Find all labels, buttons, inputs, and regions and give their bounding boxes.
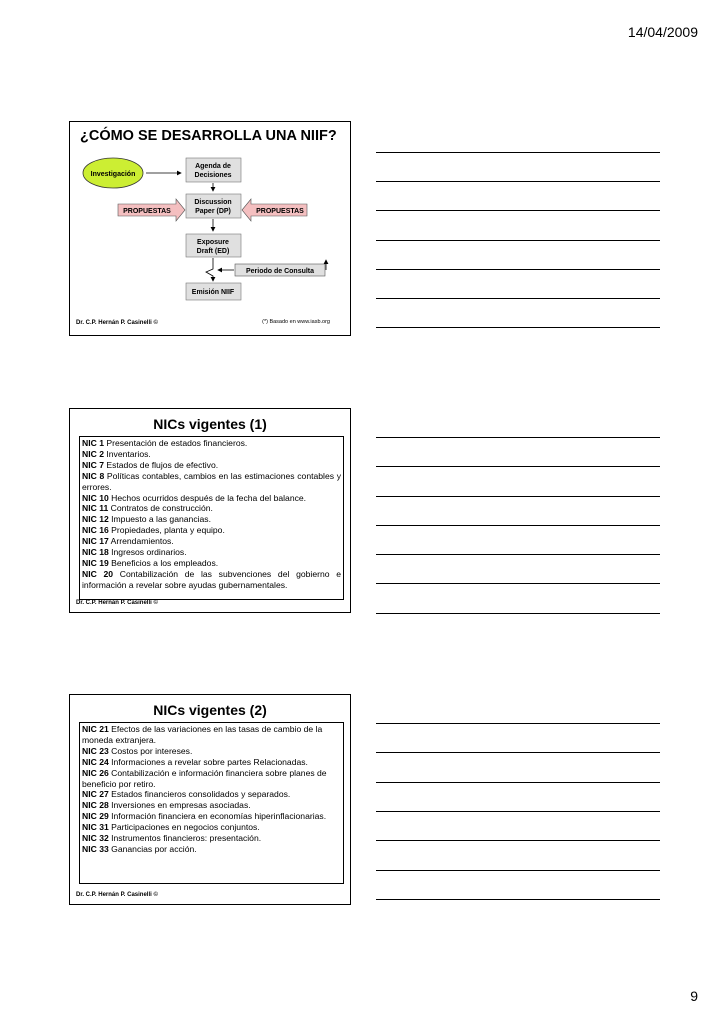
page-number: 9 (690, 988, 698, 1004)
list-item: NIC 27 Estados financieros consolidados y separados. (82, 789, 291, 800)
note-line (376, 466, 660, 467)
list-item: NIC 20 Contabilización de las subvenciones del gobierno e información a revelar sobre ayudas gubernamentales. (82, 568, 342, 590)
slide-3-title: NICs vigentes (2) (153, 702, 267, 718)
agenda-label-2: Decisiones (194, 172, 232, 179)
investigacion-label: Investigación (90, 171, 136, 178)
list-item: NIC 8 Políticas contables, cambios en las estimaciones contables y errores. (82, 470, 342, 492)
note-line (376, 210, 660, 211)
list-item: NIC 1 Presentación de estados financieros. (82, 438, 248, 448)
slide-3-author: Dr. C.P. Hernán P. Casinelli © (76, 892, 158, 898)
list-item: NIC 7 Estados de flujos de efectivo. (82, 459, 219, 470)
note-line (376, 723, 660, 724)
list-item: NIC 23 Costos por intereses. (82, 745, 193, 756)
list-item: NIC 21 Efectos de las variaciones en las tasas de cambio de la moneda extranjera. (82, 724, 323, 745)
list-item: NIC 2 Inventarios. (82, 448, 151, 459)
note-line (376, 870, 660, 871)
note-line (376, 327, 660, 328)
note-line (376, 437, 660, 438)
list-item: NIC 24 Informaciones a revelar sobre partes Relacionadas. (82, 756, 308, 767)
slide-3-list (79, 722, 344, 884)
list-item: NIC 29 Información financiera en economías hiperinflacionarias. (82, 811, 327, 822)
slide-2-title: NICs vigentes (1) (153, 416, 267, 432)
list-item: NIC 10 Hechos ocurridos después de la fecha del balance. (82, 492, 307, 503)
slide-1 (69, 121, 351, 336)
note-line (376, 240, 660, 241)
agenda-label-1: Agenda de (195, 163, 231, 170)
arrow-exposure-emision (206, 258, 213, 281)
exposure-label-1: Exposure (197, 239, 229, 246)
note-line (376, 496, 660, 497)
exposure-label-2: Draft (ED) (196, 248, 230, 255)
note-line (376, 181, 660, 182)
slide-3 (69, 694, 351, 905)
note-line (376, 269, 660, 270)
slide-1-title: ¿CÓMO SE DESARROLLA UNA NIIF? (80, 128, 337, 144)
discussion-label-2: Paper (DP) (195, 208, 231, 215)
source-credit: (*) Basado en www.iasb.org (262, 319, 330, 325)
list-item: NIC 33 Ganancias por acción. (82, 843, 197, 854)
list-item: NIC 19 Beneficios a los empleados. (82, 557, 219, 568)
note-line (376, 554, 660, 555)
periodo-label: Periodo de Consulta (245, 268, 315, 275)
note-line (376, 525, 660, 526)
note-line (376, 752, 660, 753)
note-line (376, 840, 660, 841)
note-line (376, 152, 660, 153)
list-item: NIC 17 Arrendamientos. (82, 536, 174, 547)
list-item: NIC 18 Ingresos ordinarios. (82, 547, 187, 558)
note-line (376, 899, 660, 900)
slide-2-list (79, 436, 344, 600)
list-item: NIC 16 Propiedades, planta y equipo. (82, 525, 225, 536)
discussion-label-1: Discussion (194, 199, 232, 206)
list-item: NIC 12 Impuesto a las ganancias. (82, 514, 211, 525)
process-flow-diagram (70, 122, 350, 335)
list-item: NIC 32 Instrumentos financieros: presentación. (82, 833, 262, 844)
propuestas-left-label: PROPUESTAS (123, 208, 171, 215)
note-line (376, 583, 660, 584)
list-item: NIC 26 Contabilización e información financiera sobre planes de beneficio por retiro. (82, 767, 327, 789)
header-date: 14/04/2009 (627, 24, 698, 40)
list-item: NIC 31 Participaciones en negocios conjuntos. (82, 822, 260, 833)
slide-2-author: Dr. C.P. Hernán P. Casinelli © (76, 600, 158, 606)
note-line (376, 613, 660, 614)
propuestas-right-label: PROPUESTAS (256, 208, 304, 215)
note-line (376, 298, 660, 299)
emision-label: Emisión NIIF (191, 289, 235, 296)
slide-2 (69, 408, 351, 613)
list-item: NIC 28 Inversiones en empresas asociadas. (82, 800, 251, 811)
slide-1-author: Dr. C.P. Hernán P. Casinelli © (76, 320, 158, 326)
note-line (376, 782, 660, 783)
list-item: NIC 11 Contratos de construcción. (82, 503, 213, 514)
note-line (376, 811, 660, 812)
